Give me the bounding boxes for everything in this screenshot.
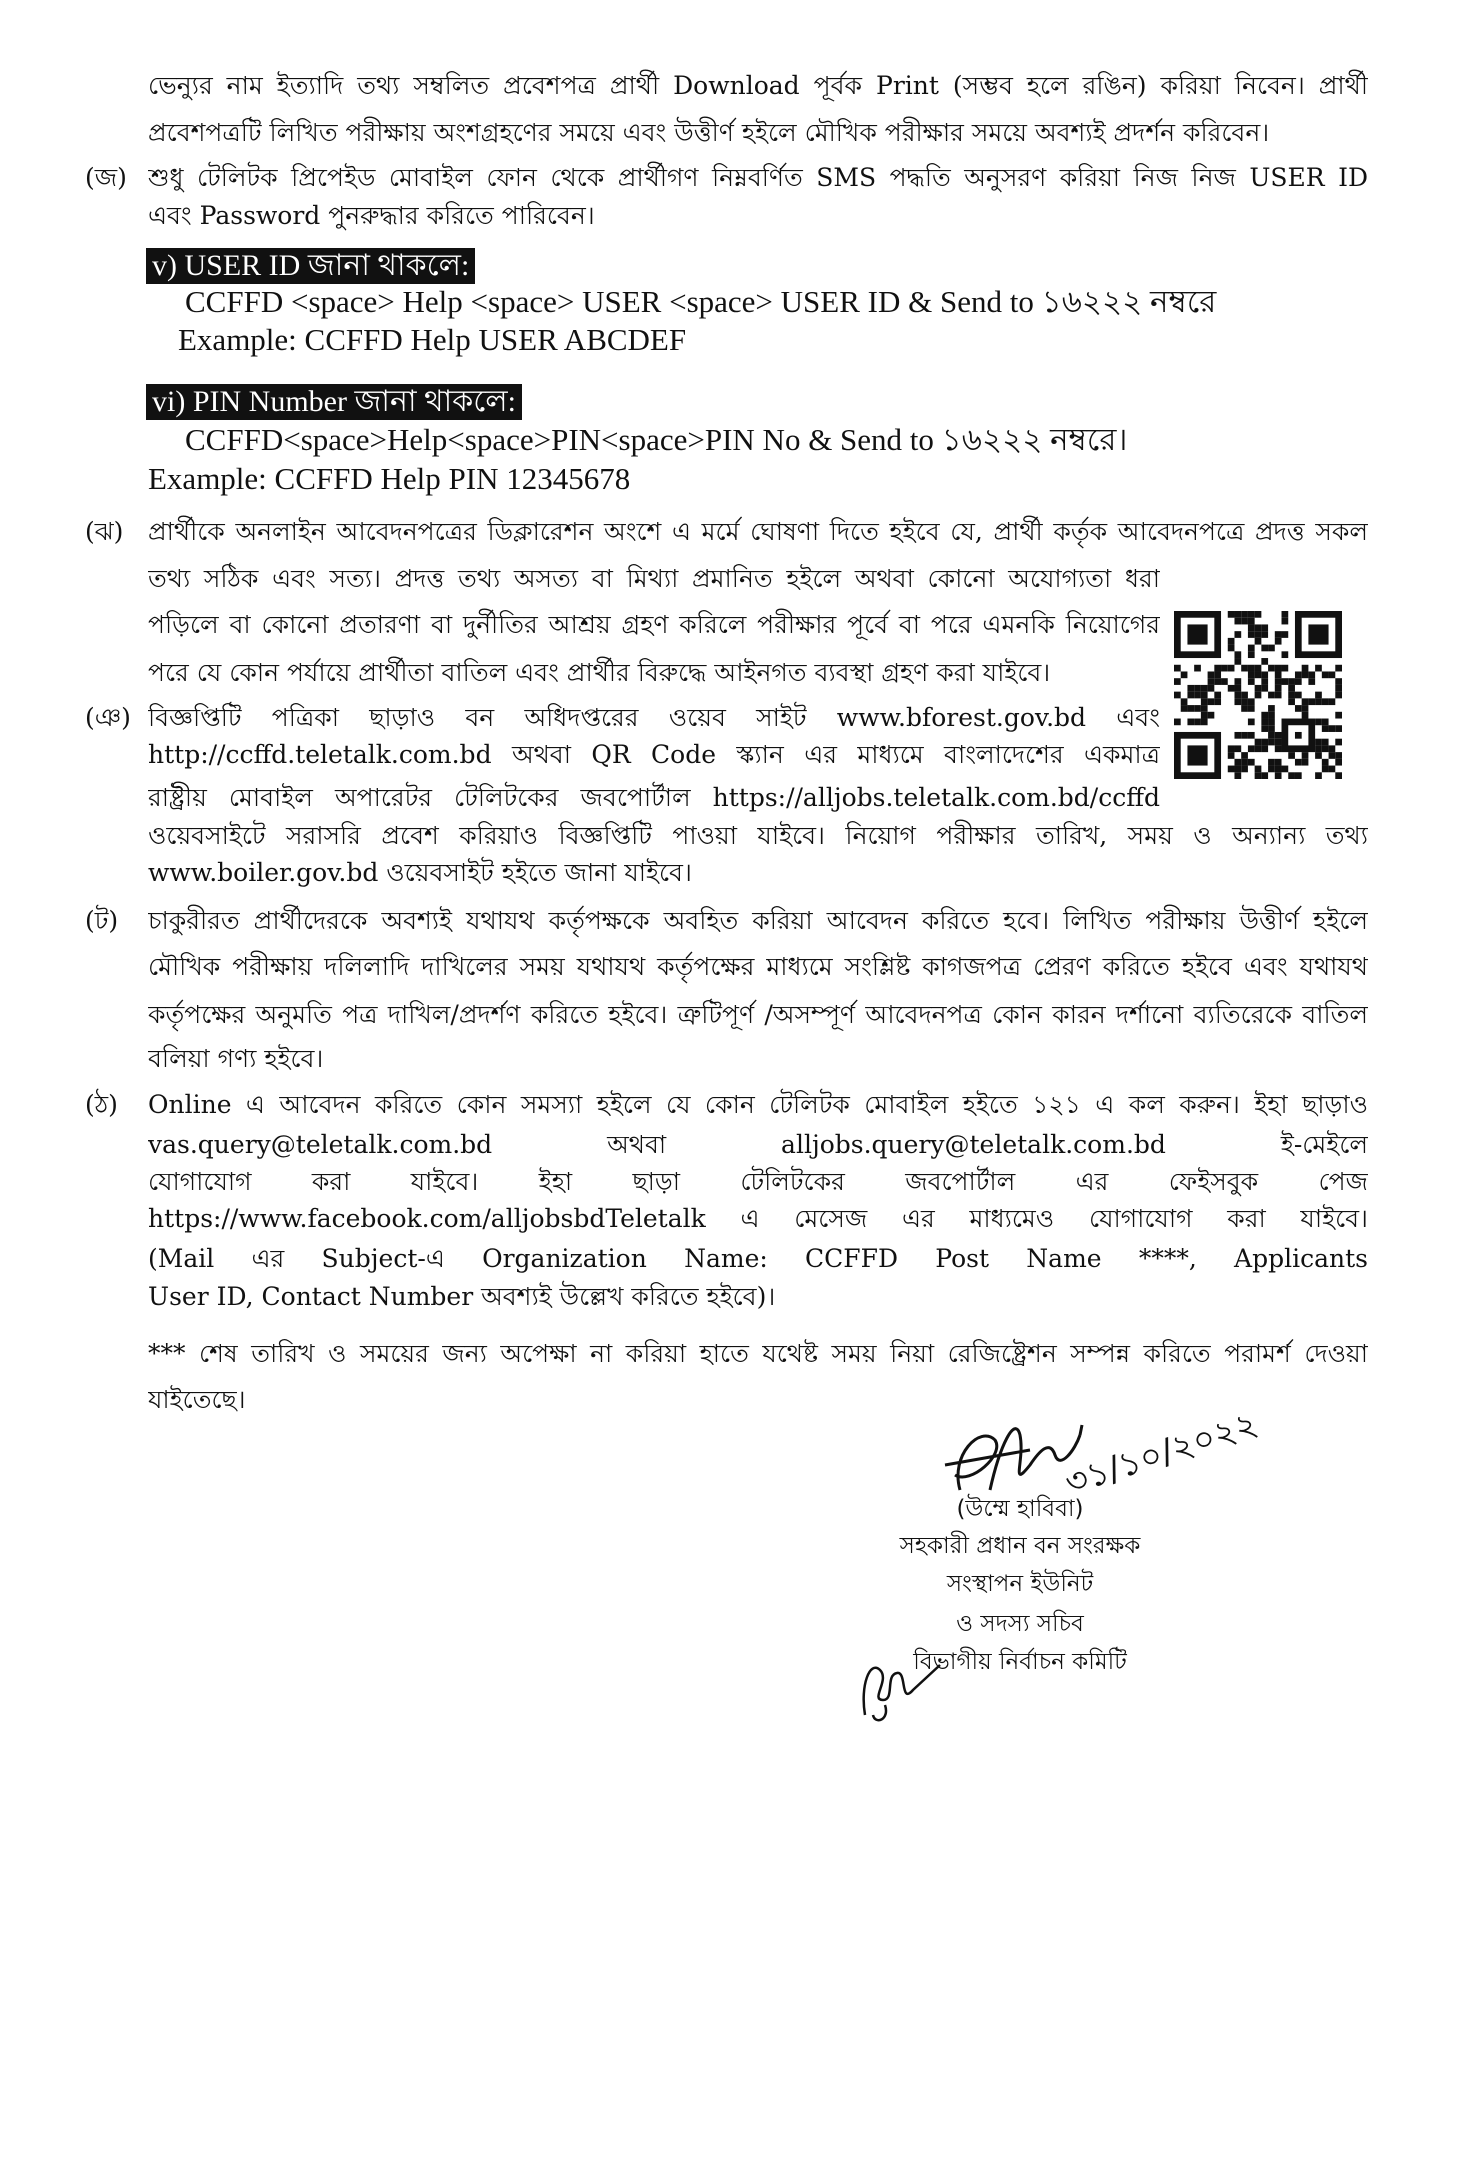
qr-module (1295, 671, 1302, 678)
qr-module (1234, 678, 1241, 685)
qr-module (1241, 752, 1248, 759)
qr-module (1288, 772, 1295, 779)
qr-module (1174, 692, 1181, 699)
paragraph-label: (ঞ) (85, 703, 131, 732)
qr-module (1255, 638, 1262, 645)
paragraph-line-jo: শুধু টেলিটক প্রিপেইড মোবাইল ফোন থেকে প্রার্থীগণ নিম্নবর্ণিত SMS পদ্ধতি অনুসরণ করিয়া নিজ নিজ USER ID (148, 163, 1368, 192)
qr-module (1275, 678, 1282, 685)
qr-module (1234, 732, 1241, 739)
qr-module (1275, 766, 1282, 773)
qr-module (1302, 712, 1309, 719)
qr-module (1261, 745, 1268, 752)
qr-module (1302, 671, 1309, 678)
qr-module (1214, 671, 1221, 678)
qr-code-icon (1174, 609, 1342, 781)
qr-module (1181, 698, 1188, 705)
qr-module (1208, 678, 1215, 685)
qr-module (1275, 732, 1282, 739)
qr-module (1282, 678, 1289, 685)
paragraph-line-nyo[interactable]: রাষ্ট্রীয় মোবাইল অপারেটর টেলিটকের জবপোর্টাল https://alljobs.teletalk.com.bd/ccffd (148, 783, 1160, 812)
qr-module (1241, 705, 1248, 712)
qr-module (1315, 745, 1322, 752)
qr-module (1288, 752, 1295, 759)
qr-module (1234, 759, 1241, 766)
qr-module (1208, 698, 1215, 705)
qr-module (1335, 759, 1342, 766)
qr-module (1322, 739, 1329, 746)
qr-module (1187, 685, 1194, 692)
qr-module (1248, 624, 1255, 631)
qr-module (1315, 752, 1322, 759)
qr-module (1255, 745, 1262, 752)
qr-module (1194, 685, 1201, 692)
qr-module (1308, 698, 1315, 705)
qr-module (1315, 739, 1322, 746)
paragraph-line-nyo[interactable]: www.boiler.gov.bd ওয়েবসাইট হইতে জানা যাইবে। (148, 858, 692, 887)
paragraph-line-to: মৌখিক পরীক্ষায় দলিলাদি দাখিলের সময় যথাযথ কর্তৃপক্ষের মাধ্যমে সংশ্লিষ্ট কাগজপত্র প্রেরণ করিতে হইবে এবং যথাযথ (148, 952, 1368, 981)
qr-module (1248, 645, 1255, 652)
qr-module (1268, 725, 1275, 732)
qr-module (1268, 692, 1275, 699)
qr-module (1302, 698, 1309, 705)
qr-module (1288, 678, 1295, 685)
qr-module (1261, 719, 1268, 726)
qr-module (1322, 719, 1329, 726)
qr-module (1295, 705, 1302, 712)
qr-module (1322, 766, 1329, 773)
qr-module (1255, 766, 1262, 773)
qr-module (1275, 671, 1282, 678)
qr-module (1282, 665, 1289, 672)
qr-module (1255, 665, 1262, 672)
qr-module (1248, 618, 1255, 625)
qr-module (1187, 745, 1207, 765)
qr-module (1268, 732, 1275, 739)
paragraph-line-tho[interactable]: https://www.facebook.com/alljobsbdTeletalk এ মেসেজ এর মাধ্যমেও যোগাযোগ করা যাইবে। (148, 1204, 1368, 1233)
qr-module (1234, 766, 1241, 773)
qr-module (1308, 678, 1315, 685)
qr-module (1282, 631, 1289, 638)
qr-module (1201, 705, 1208, 712)
qr-module (1234, 618, 1241, 625)
qr-module (1322, 671, 1329, 678)
qr-module (1315, 772, 1322, 779)
qr-module (1315, 698, 1322, 705)
paragraph-line-tho[interactable]: vas.query@teletalk.com.bd অথবা alljobs.query@teletalk.com.bd ই-মেইলে (148, 1130, 1368, 1159)
qr-module (1187, 705, 1194, 712)
qr-module (1208, 685, 1215, 692)
qr-module (1221, 665, 1228, 672)
qr-module (1241, 698, 1248, 705)
qr-module (1194, 705, 1201, 712)
qr-module (1194, 665, 1201, 672)
qr-module (1329, 725, 1336, 732)
qr-module (1302, 705, 1309, 712)
paragraph-line-jho: পরে যে কোন পর্যায়ে প্রার্থীতা বাতিল এবং প্রার্থীর বিরুদ্ধে আইনগত ব্যবস্থা গ্রহণ করা যাইবে। (148, 658, 1051, 687)
qr-module (1268, 665, 1275, 672)
qr-module (1255, 685, 1262, 692)
qr-module (1201, 698, 1208, 705)
qr-module (1234, 772, 1241, 779)
qr-module (1194, 719, 1201, 726)
qr-module (1214, 698, 1221, 705)
qr-module (1248, 745, 1255, 752)
qr-module (1234, 685, 1241, 692)
paragraph-label: (ঠ) (85, 1090, 118, 1119)
qr-module (1295, 759, 1302, 766)
qr-module (1288, 698, 1295, 705)
qr-module (1255, 739, 1262, 746)
qr-module (1234, 631, 1241, 638)
qr-module (1174, 719, 1181, 726)
qr-module (1268, 739, 1275, 746)
qr-module (1261, 645, 1268, 652)
qr-module (1248, 705, 1255, 712)
qr-module (1234, 698, 1241, 705)
qr-module (1214, 692, 1221, 699)
qr-module (1174, 678, 1181, 685)
qr-module (1275, 772, 1282, 779)
qr-module (1275, 739, 1282, 746)
qr-module (1322, 759, 1329, 766)
qr-module (1255, 671, 1262, 678)
qr-module (1214, 665, 1221, 672)
signatory-name: (উম্মে হাবিবা) (956, 1496, 1084, 1522)
qr-module (1315, 665, 1322, 672)
paragraph-line-nyo: ওয়েবসাইটে সরাসরি প্রবেশ করিয়াও বিজ্ঞপ্তিটি পাওয়া যাইবে। নিয়োগ পরীক্ষার তারিখ, সময় ও অন্যান্য তথ্য (148, 821, 1368, 850)
qr-module (1329, 698, 1336, 705)
paragraph-line-tho: Online এ আবেদন করিতে কোন সমস্যা হইলে যে কোন টেলিটক মোবাইল হইতে ১২১ এ কল করুন। ইহা ছাড়াও (148, 1090, 1368, 1119)
paragraph-line-jho: তথ্য সঠিক এবং সত্য। প্রদত্ত তথ্য অসত্য বা মিথ্যা প্রমানিত হইলে অথবা কোনো অযোগ্যতা ধরা (148, 564, 1160, 593)
qr-module (1228, 665, 1235, 672)
qr-module (1302, 752, 1309, 759)
paragraph-line-jo: এবং Password পুনরুদ্ধার করিতে পারিবেন। (148, 201, 595, 230)
qr-module (1241, 759, 1248, 766)
qr-module (1255, 772, 1262, 779)
qr-module (1335, 692, 1342, 699)
qr-module (1335, 739, 1342, 746)
paragraph-line-note: *** শেষ তারিখ ও সময়ের জন্য অপেক্ষা না করিয়া হাতে যথেষ্ট সময় নিয়া রেজিষ্ট্রেশন সম্পন্ন করিতে পরামর্শ দেওয়া (148, 1339, 1368, 1368)
qr-module (1261, 658, 1268, 665)
paragraph-line-tho: যোগাযোগ করা যাইবে। ইহা ছাড়া টেলিটকের জবপোর্টাল এর ফেইসবুক পেজ (148, 1167, 1368, 1196)
qr-module (1322, 698, 1329, 705)
qr-module (1201, 712, 1208, 719)
qr-module (1234, 651, 1241, 658)
qr-module (1315, 692, 1322, 699)
qr-module (1241, 732, 1248, 739)
qr-module (1181, 705, 1188, 712)
qr-module (1255, 631, 1262, 638)
qr-module (1194, 692, 1201, 699)
paragraph-line-tho: (Mail এর Subject-এ Organization Name: CCFFD Post Name ****, Applicants (148, 1244, 1368, 1273)
qr-module (1268, 759, 1275, 766)
signature-date: ৩১/১০/২০২২ (1060, 1403, 1263, 1504)
qr-module (1187, 692, 1194, 699)
paragraph-label: (জ) (85, 163, 127, 192)
paragraph-line-pin: CCFFD<space>Help<space>PIN<space>PIN No & Send to ১৬২২২ নম্বরে। (185, 422, 1128, 457)
qr-module (1322, 725, 1329, 732)
qr-module (1275, 692, 1282, 699)
qr-module (1248, 651, 1255, 658)
user-id-heading: v) USER ID জানা থাকলে: (146, 248, 475, 284)
qr-module (1302, 759, 1309, 766)
qr-module (1335, 685, 1342, 692)
paragraph-line-pin: Example: CCFFD Help PIN 12345678 (148, 461, 631, 496)
qr-module (1201, 685, 1208, 692)
qr-module (1255, 692, 1262, 699)
qr-module (1261, 685, 1268, 692)
qr-module (1302, 665, 1309, 672)
qr-module (1322, 745, 1329, 752)
paragraph-line-to: কর্তৃপক্ষের অনুমতি পত্র দাখিল/প্রদর্শণ করিতে হইবে। ত্রুটিপূর্ণ /অসম্পূর্ণ আবেদনপত্র কোন কারন দর্শানো ব্যতিরেকে বাতিল (148, 1000, 1368, 1029)
qr-module (1308, 671, 1315, 678)
qr-module (1201, 719, 1208, 726)
qr-module (1234, 745, 1241, 752)
qr-module (1282, 766, 1289, 773)
qr-module (1248, 759, 1255, 766)
qr-module (1221, 678, 1228, 685)
qr-module (1329, 766, 1336, 773)
qr-module (1234, 658, 1241, 665)
qr-module (1329, 671, 1336, 678)
qr-module (1268, 712, 1275, 719)
qr-module (1335, 712, 1342, 719)
qr-module (1275, 631, 1282, 638)
qr-module (1228, 766, 1235, 773)
qr-module (1329, 745, 1336, 752)
qr-module (1261, 739, 1268, 746)
qr-module (1248, 678, 1255, 685)
qr-module (1234, 692, 1241, 699)
qr-module (1234, 611, 1241, 618)
qr-module (1335, 725, 1342, 732)
qr-module (1282, 618, 1289, 625)
qr-module (1241, 618, 1248, 625)
qr-module (1201, 692, 1208, 699)
qr-module (1187, 719, 1194, 726)
signatory-unit: সংস্থাপন ইউনিট (946, 1571, 1094, 1597)
qr-module (1335, 665, 1342, 672)
qr-module (1248, 631, 1255, 638)
qr-module (1268, 719, 1275, 726)
qr-module (1261, 678, 1268, 685)
qr-module (1295, 692, 1302, 699)
paragraph-line-jho: প্রার্থীকে অনলাইন আবেদনপত্রের ডিক্লারেশন অংশে এ মর্মে ঘোষণা দিতে হইবে যে, প্রার্থী কর্তৃক আবেদনপত্রে প্রদত্ত সকল (148, 517, 1368, 546)
qr-module (1248, 719, 1255, 726)
qr-module (1208, 671, 1215, 678)
qr-module (1228, 752, 1235, 759)
qr-module (1275, 685, 1282, 692)
qr-module (1261, 631, 1268, 638)
qr-module (1308, 624, 1328, 644)
qr-module (1181, 671, 1188, 678)
qr-module (1228, 611, 1235, 618)
qr-module (1255, 624, 1262, 631)
qr-module (1241, 611, 1248, 618)
qr-module (1261, 772, 1268, 779)
paragraph-line-note: যাইতেছে। (148, 1385, 246, 1414)
signatory-committee: বিভাগীয় নির্বাচন কমিটি (913, 1649, 1127, 1675)
qr-module (1248, 665, 1255, 672)
qr-module (1268, 705, 1275, 712)
qr-module (1275, 665, 1282, 672)
paragraph-line-userid: Example: CCFFD Help USER ABCDEF (178, 322, 687, 357)
qr-module (1228, 685, 1235, 692)
qr-module (1335, 772, 1342, 779)
qr-module (1174, 665, 1181, 672)
signatory-role: ও সদস্য সচিব (956, 1611, 1084, 1637)
qr-module (1282, 611, 1289, 618)
qr-module (1241, 766, 1248, 773)
qr-module (1228, 645, 1235, 652)
qr-module (1255, 611, 1262, 618)
qr-module (1214, 678, 1221, 685)
qr-module (1288, 685, 1295, 692)
qr-module (1275, 638, 1282, 645)
qr-module (1241, 665, 1248, 672)
qr-module (1275, 745, 1282, 752)
qr-module (1288, 692, 1295, 699)
qr-module (1275, 759, 1282, 766)
paragraph-line-nyo[interactable]: বিজ্ঞপ্তিটি পত্রিকা ছাড়াও বন অধিদপ্তরের ওয়েব সাইট www.bforest.gov.bd এবং (148, 703, 1160, 732)
qr-module (1228, 745, 1235, 752)
qr-module (1241, 692, 1248, 699)
qr-module (1261, 624, 1268, 631)
qr-module (1248, 732, 1255, 739)
qr-module (1248, 611, 1255, 618)
qr-module (1329, 752, 1336, 759)
paragraph-line-to: বলিয়া গণ্য হইবে। (148, 1044, 324, 1073)
qr-module (1295, 678, 1302, 685)
paragraph-line-tho: User ID, Contact Number অবশ্যই উল্লেখ করিতে হইবে)। (148, 1282, 776, 1311)
qr-module (1208, 712, 1215, 719)
qr-module (1268, 766, 1275, 773)
paragraph-line-intro: ভেন্যুর নাম ইত্যাদি তথ্য সম্বলিত প্রবেশপত্র প্রার্থী Download পূর্বক Print (সম্ভব হলে রঙিন) করিয়া নিবেন। প্রার্থী (148, 71, 1368, 100)
qr-module (1261, 712, 1268, 719)
paragraph-line-nyo[interactable]: http://ccffd.teletalk.com.bd অথবা QR Code স্ক্যান এর মাধ্যমে বাংলাদেশের একমাত্র (148, 740, 1160, 769)
qr-module (1315, 719, 1322, 726)
signatory-designation: সহকারী প্রধান বন সংরক্ষক (899, 1533, 1141, 1559)
qr-module (1187, 624, 1207, 644)
qr-module (1282, 651, 1289, 658)
paragraph-label: (ঝ) (85, 517, 124, 546)
qr-module (1248, 698, 1255, 705)
qr-module (1228, 638, 1235, 645)
qr-module (1268, 645, 1275, 652)
qr-module (1335, 752, 1342, 759)
pin-number-heading: vi) PIN Number জানা থাকলে: (146, 384, 522, 420)
qr-module (1295, 732, 1302, 739)
qr-module (1335, 678, 1342, 685)
paragraph-line-to: চাকুরীরত প্রার্থীদেরকে অবশ্যই যথাযথ কর্তৃপক্ষকে অবহিত করিয়া আবেদন করিতে হবে। লিখিত পরীক্ষায় উত্তীর্ণ হইলে (148, 906, 1368, 935)
paragraph-line-userid: CCFFD <space> Help <space> USER <space> USER ID & Send to ১৬২২২ নম্বরে (185, 284, 1217, 319)
qr-module (1295, 772, 1302, 779)
qr-module (1261, 725, 1268, 732)
paragraph-line-intro: প্রবেশপত্রটি লিখিত পরীক্ষায় অংশগ্রহণের সময়ে এবং উত্তীর্ণ হইলে মৌখিক পরীক্ষার সময়ে অবশ্যই প্রদর্শন করিবেন। (148, 118, 1270, 147)
paragraph-label: (ট) (85, 906, 119, 935)
qr-module (1248, 671, 1255, 678)
qr-module (1261, 671, 1268, 678)
paragraph-line-jho: পড়িলে বা কোনো প্রতারণা বা দুর্নীতির আশ্রয় গ্রহণ করিলে পরীক্ষার পূর্বে বা পরে এমনকি নিয়োগের (148, 610, 1160, 639)
